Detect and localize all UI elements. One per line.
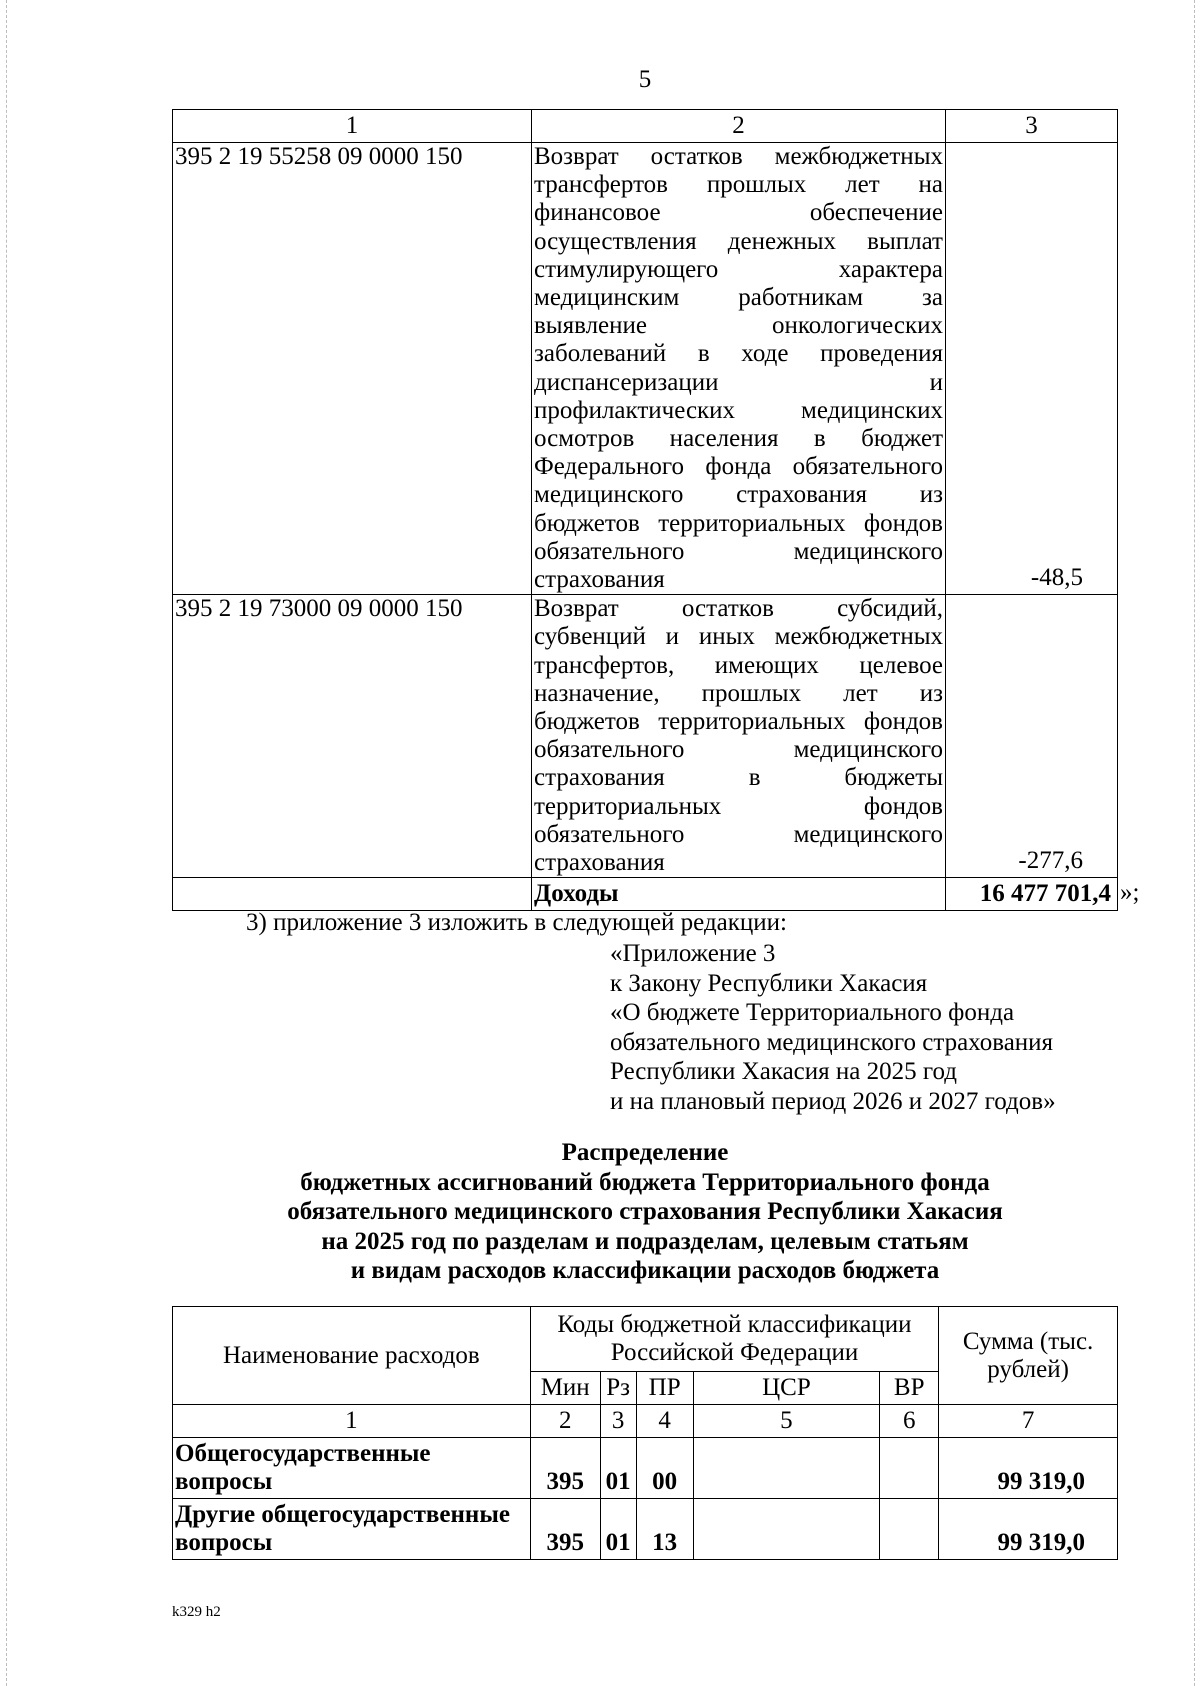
- appendix-line: обязательного медицинского страхования: [610, 1028, 1054, 1056]
- income-description: Возврат остатков субсидий, субвенций и иных межбюджетных трансфертов, имеющих целевое назначение, прошлых лет из бюджетов территориальных фондов обязательного медицинского страхования в бюджеты территориальных фондов обязательного медицинского страхования: [532, 595, 946, 878]
- dist-row-vr: [880, 1438, 939, 1499]
- income-header-col-2: 2: [532, 110, 946, 143]
- dist-row-pr: 00: [636, 1438, 693, 1499]
- dist-row-name: Общегосударственные вопросы: [173, 1438, 531, 1499]
- dist-col-number: 7: [939, 1405, 1118, 1438]
- scan-edge-right: [1194, 0, 1195, 1686]
- dist-row-rz: 01: [600, 1438, 636, 1499]
- appendix-line: Республики Хакасия на 2025 год: [610, 1058, 958, 1085]
- income-code: 395 2 19 55258 09 0000 150: [173, 143, 532, 595]
- distribution-title-line: на 2025 год по разделам и подразделам, целевым статьям: [321, 1227, 969, 1255]
- dist-subcol-rz: Рз: [600, 1372, 636, 1405]
- dist-col-number: 6: [880, 1405, 939, 1438]
- income-amount: -277,6: [946, 595, 1118, 878]
- appendix-heading: [610, 939, 1056, 1116]
- dist-row-rz: 01: [600, 1499, 636, 1560]
- dist-col-number: 4: [636, 1405, 693, 1438]
- distribution-title-line: бюджетных ассигнований бюджета Территориального фонда: [300, 1168, 990, 1196]
- distribution-title-line: обязательного медицинского страхования Республики Хакасия: [287, 1198, 1003, 1225]
- dist-row-csr: [693, 1438, 880, 1499]
- dist-row-vr: [880, 1499, 939, 1560]
- appendix-line: «Приложение 3: [610, 940, 776, 967]
- dist-header-row: [173, 1307, 1118, 1372]
- dist-row-pr: 13: [636, 1499, 693, 1560]
- dist-col-number: 1: [173, 1405, 531, 1438]
- income-amount: -48,5: [946, 143, 1118, 595]
- income-total-row: [173, 878, 1118, 911]
- distribution-table: [172, 1306, 1118, 1560]
- dist-row-min: 395: [530, 1499, 600, 1560]
- dist-col-sum-header: Сумма (тыс. рублей): [939, 1307, 1118, 1405]
- item-3-text: 3) приложение 3 изложить в следующей редакции:: [246, 909, 787, 936]
- dist-col-number: 2: [530, 1405, 600, 1438]
- dist-subcol-csr: ЦСР: [693, 1372, 880, 1405]
- page-number: 5: [638, 66, 652, 93]
- income-code: 395 2 19 73000 09 0000 150: [173, 595, 532, 878]
- income-row: [173, 143, 1118, 595]
- dist-subcol-pr: ПР: [636, 1372, 693, 1405]
- dist-subcol-min: Мин: [530, 1372, 600, 1405]
- document-code: k329 h2: [172, 1604, 221, 1620]
- income-description: Возврат остатков межбюджетных трансфертов прошлых лет на финансовое обеспечение осуществления денежных выплат стимулирующего характера медицинским работникам за выявление онкологических заболеваний в ходе проведения диспансеризации и профилактических медицинских осмотров населения в бюджет Федерального фонда обязательного медицинского страхования из бюджетов территориальных фондов обязательного медицинского страхования: [532, 143, 946, 595]
- distribution-title: [0, 1138, 1200, 1286]
- distribution-title-line: Распределение: [561, 1139, 729, 1166]
- dist-col-number: 3: [600, 1405, 636, 1438]
- distribution-title-line: и видам расходов классификации расходов бюджета: [350, 1257, 940, 1284]
- dist-row-sum: 99 319,0: [939, 1438, 1118, 1499]
- closing-quote-mark: »;: [1120, 879, 1140, 906]
- dist-col-codes-header: Коды бюджетной классификации Российской Федерации: [530, 1307, 938, 1372]
- dist-row: [173, 1499, 1118, 1560]
- appendix-line: «О бюджете Территориального фонда: [610, 999, 1015, 1026]
- dist-row: [173, 1438, 1118, 1499]
- income-table: [172, 109, 1118, 911]
- dist-row-name: Другие общегосударственные вопросы: [173, 1499, 531, 1560]
- dist-row-sum: 99 319,0: [939, 1499, 1118, 1560]
- income-row: [173, 595, 1118, 878]
- dist-col-name-header: Наименование расходов: [173, 1307, 531, 1405]
- income-total-empty: [173, 878, 532, 911]
- dist-col-number: 5: [693, 1405, 880, 1438]
- income-header-row: [173, 110, 1118, 143]
- income-header-col-3: 3: [946, 110, 1118, 143]
- dist-row-min: 395: [530, 1438, 600, 1499]
- scan-edge-left: [6, 0, 7, 1686]
- appendix-line: к Закону Республики Хакасия: [610, 969, 928, 997]
- dist-subcol-vr: ВР: [880, 1372, 939, 1405]
- income-total-amount: 16 477 701,4: [946, 878, 1118, 911]
- income-total-label: Доходы: [532, 878, 946, 911]
- appendix-line: и на плановый период 2026 и 2027 годов»: [610, 1087, 1056, 1115]
- dist-number-row: [173, 1405, 1118, 1438]
- dist-row-csr: [693, 1499, 880, 1560]
- income-header-col-1: 1: [173, 110, 532, 143]
